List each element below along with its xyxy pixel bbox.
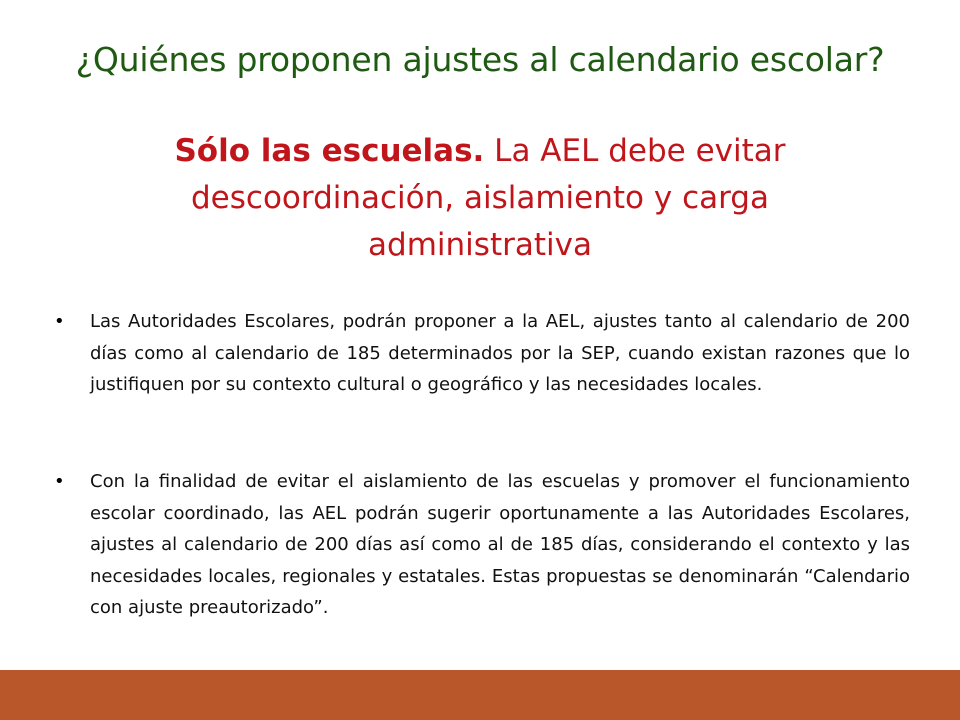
footer-bar: [0, 670, 960, 720]
bullet-marker: •: [54, 311, 65, 332]
slide-title: ¿Quiénes proponen ajustes al calendario escolar?: [75, 40, 885, 79]
bullet-marker: •: [54, 471, 65, 492]
bullet-text-2: Con la finalidad de evitar el aislamiento de las escuelas y promover el funcionamiento escolar coordinado, las AEL podrán sugerir oportunamente a las Autoridades Escolares, ajustes al calendario de 200 días así como al de 185 días, considerando el contexto y las necesidades locales, regionales y estatales. Estas propuestas se denominarán “Calendario con ajuste preautorizado”.: [90, 471, 910, 618]
bullet-text-1: Las Autoridades Escolares, podrán proponer a la AEL, ajustes tanto al calendario de 200 días como al calendario de 185 determinados por la SEP, cuando existan razones que lo justifiquen por su contexto cultural o geográfico y las necesidades locales.: [90, 311, 910, 395]
subtitle-bold-text: Sólo las escuelas.: [174, 133, 485, 169]
slide-subtitle: [120, 128, 840, 269]
bullet-item-1: [54, 306, 910, 401]
bullet-item-2: [54, 466, 910, 624]
subtitle-text: La AEL debe evitar descoordinación, aislamiento y carga administrativa: [191, 133, 786, 263]
